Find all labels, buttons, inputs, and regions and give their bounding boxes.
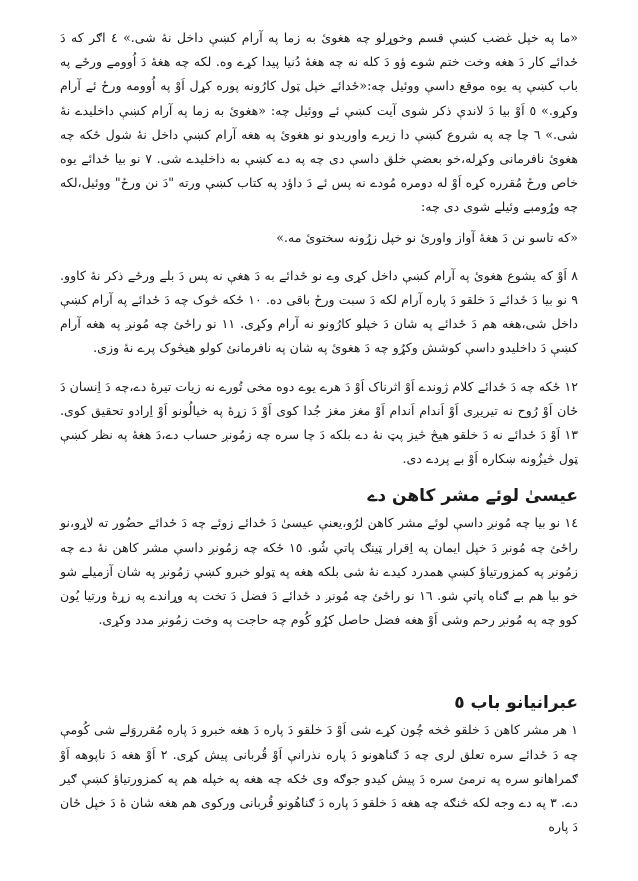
- chapter-5-paragraph: ١ هر مشر کاهن دَ خلقو څخه چُون کړے شی اَوْ دَ خلقو دَ پاره دَ هغه خبرو دَ پاره مُقرروَلے شی کُومې چه دَ ځدائے سره تعلق لری چه دَ ګناهونو دَ پاره نذرانې اَوْ قُربانی پیش کړی. ٢ اَوْ هغه دَ ناپوهه اَوْ ګمراهانو سره په نرمئ سره دَ پیش کیدو جوګه وی ځکه چه هغه په خپله هم په کمزورتیاؤ کښې ګیر دے. ٣ په دے وجه لکه څنګه چه هغه دَ خلقو دَ پاره دَ ګناهُونو قُربانی ورکوی هم هغه شان هٔ دَ خپل ځان دَ پاره: [60, 722, 578, 835]
- quote-paragraph: «که تاسو نن دَ هغهٔ آواز واورئ نو خپل زړُونه سختوئ مه.»: [276, 229, 578, 245]
- chapter-heading-hebrews-5: عبرانیانو باب ٥: [454, 693, 578, 714]
- body-paragraph-1: «ما په خپل غضب کښې قسم وخوړلو چه هغوئ به زما په آرام کښې داخل نهٔ شی.» ٤ اګر که دَ ځدائے کار دَ هغه وخت ختم شوے ؤو دَ کله نه چه هغهٔ دُنیا پیدا کړے وه. لکه چه هغهٔ دَ اُوومے ورځے په باب کښې په یوه موقع داسې ووئیل چه:«ځدائے خپل ټول کارُونه پوره کړل اَوْ په اُوومه ورځ ئے آرام وکړو.» ٥ اَوْ بیا دَ لاندې ذکر شوی آیت کښې ئے ووئیل چه: «هغوئ به زما په آرام کښې داخلیدے نهٔ شی.» ٦ چا چه په شروع کښې دا زیرے واوریدو نو هغوئ په هغه آرام کښې داخل نهٔ شول ځکه چه هغوئ نافرمانی وکړله،خو بعضې خلق داسې دی چه په دے کښې به داخلیدے شی. ٧ نو بیا ځدائے یوه خاص ورځ مُقرره کړه اَوْ له دومره مُودے نه پس ئے دَ داؤد په کتاب کښې ورته "دَ نن ورځ" ووئیل،لکه چه وړُومبے وئیلے شوی دی چه:: [60, 30, 579, 215]
- document-page: [60, 26, 578, 839]
- section-heading-high-priest: عیسیٰ لوئے مشر کاهن دے: [367, 486, 578, 507]
- body-paragraph-2: ٨ اَوْ که یشوع هغوئ په آرام کښې داخل کړی وے نو ځدائے به دَ هغې نه پس دَ بلے ورځے ذکر نهٔ کاوو. ٩ نو بیا دَ ځدائے دَ خلقو دَ پاره آرام لکه دَ سبت ورځ باقی ده. ١٠ ځکه څوک چه دَ ځدائے په آرام کښې داخل شی،هغه هم دَ ځدائے په شان دَ خپلو کارُونو نه آرام وکړی. ١١ نو راځئ چه مُونږ په هغه آرام کښې دَ داخلیدو داسې کوشش وکړُو چه دَ هغوئ په شان په نافرمانئ کولو هیڅوک پرے نهٔ وزی.: [60, 267, 578, 356]
- body-paragraph-3: ١٢ ځکه چه دَ ځدائے کلام ژوندے اَوْ اثرناک اَوْ دَ هرے یوے دوه مخی تُورے نه زیات تیرهٔ دے،چه دَ اِنسان دَ ځان اَوْ رُوح نه تیریږی اَوْ اَندام اَندام اَوْ مغز مغز جُدا کوی اَوْ دَ زړهٔ په خیالُونو اَوْ اِرادو تحقیق کوی. ١٣ اَوْ دَ ځدائے نه دَ خلقو هیڅ څیز پټ نهٔ دے بلکه دَ چا سره چه زمُونږ حساب دے،دَ هغهٔ په نظر کښې ټول څیزُونه ښکاره اَوْ بے پردے دی.: [60, 378, 578, 467]
- section-1-paragraph: ١٤ نو بیا چه مُونږ داسې لوئے مشر کاهن لرُو،یعنې عیسیٰ دَ ځدائے زوئے چه دَ ځدائے حضُور ته لاړو،نو راځئ چه مُونږ دَ خپل ایمان په اِقرار ټینګ پاتې شُو. ١٥ ځکه چه زمُونږ داسې مشر کاهن نهٔ دے چه زمُونږ په کمزورتیاؤ کښې همدرد کیدے نهٔ شی بلکه هغه په ټولو خبرو کښې زمُونږ په شان آزمیلے شو خو بیا هم بے ګناه پاتې شو. ١٦ نو راځئ چه مُونږ د ځدائے دَ فضل دَ تخت په وړاندے په زړهٔ ورتیا یُون کوو چه په مُونږ رحم وشی اَوْ هغه فضل حاصل کړُو کُوم چه حاجت په وخت زمُونږ مدد وکړی.: [60, 515, 578, 628]
